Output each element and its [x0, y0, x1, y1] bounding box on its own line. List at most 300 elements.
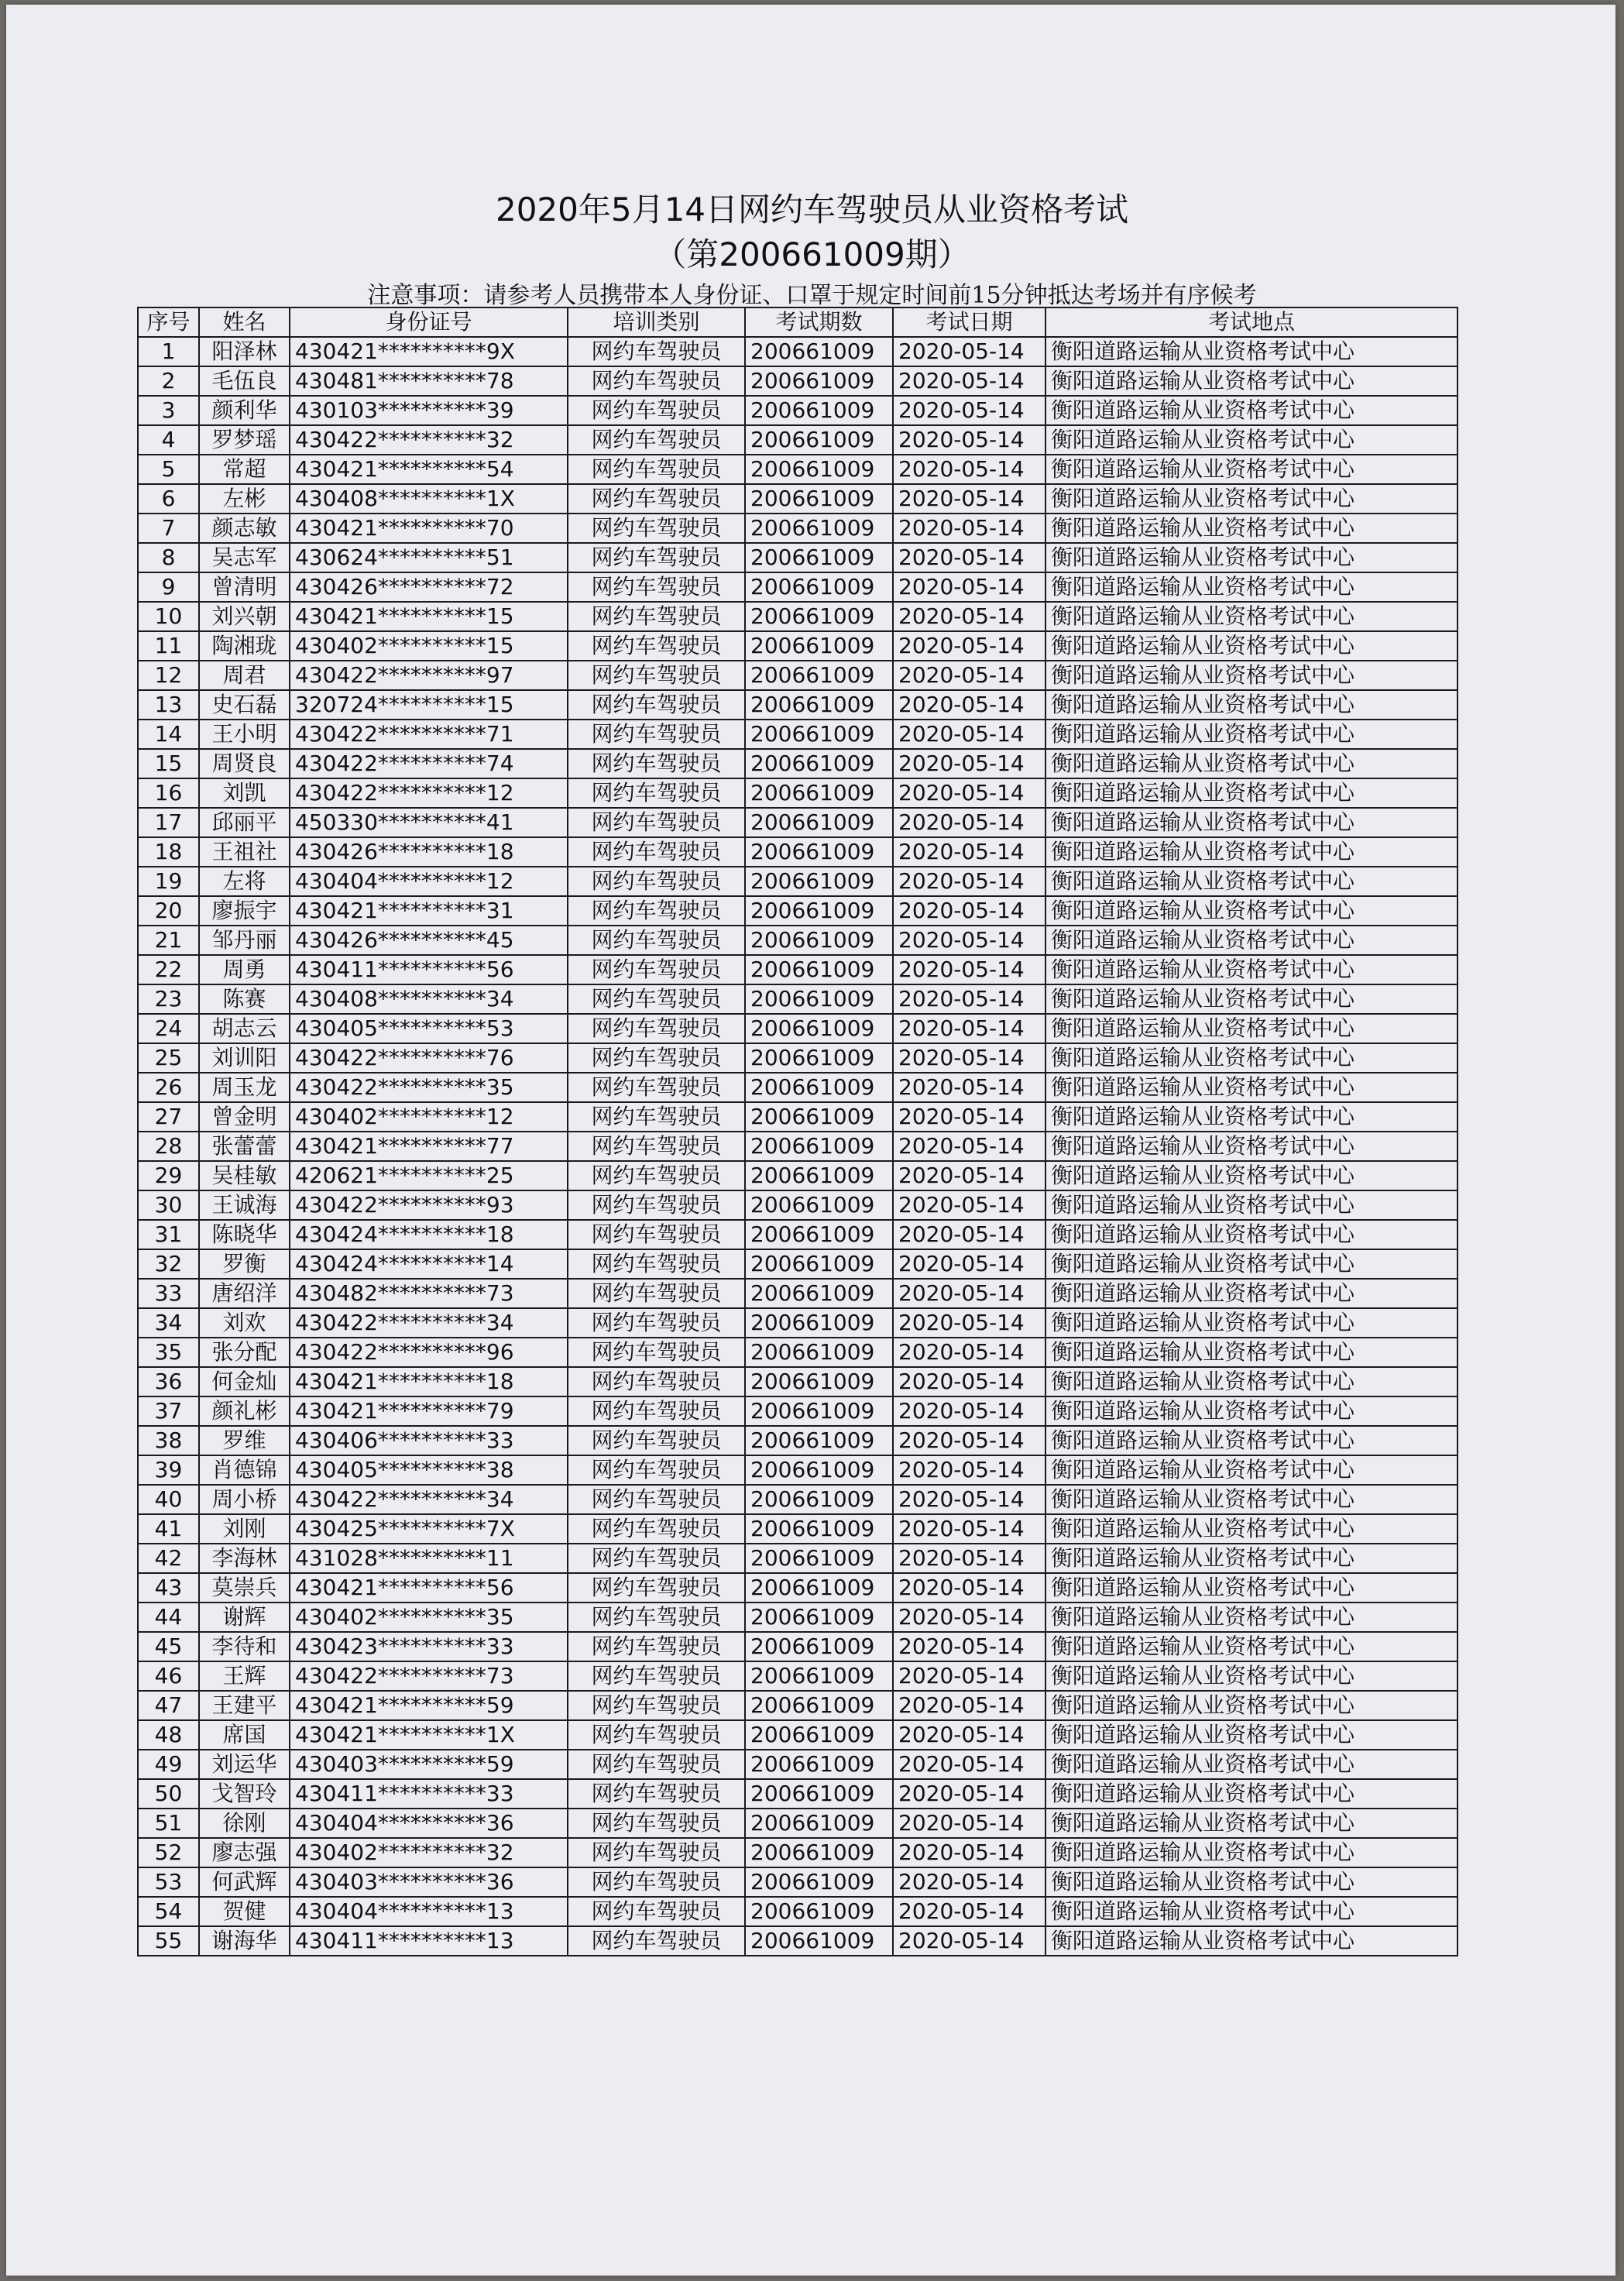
table-row [138, 1750, 1457, 1779]
cell-site: 衡阳道路运输从业资格考试中心 [1045, 1073, 1457, 1102]
cell-batch: 200661009 [745, 1308, 893, 1338]
cell-training-type: 网约车驾驶员 [568, 1573, 745, 1603]
cell-site: 衡阳道路运输从业资格考试中心 [1045, 1691, 1457, 1720]
cell-batch: 200661009 [745, 1014, 893, 1043]
cell-name: 王小明 [199, 720, 290, 749]
cell-name: 曾金明 [199, 1102, 290, 1132]
cell-training-type: 网约车驾驶员 [568, 396, 745, 425]
cell-seq: 38 [138, 1426, 199, 1455]
cell-seq: 25 [138, 1043, 199, 1073]
cell-id-number: 430402**********32 [290, 1838, 568, 1867]
cell-seq: 41 [138, 1514, 199, 1544]
table-row [138, 955, 1457, 984]
cell-training-type: 网约车驾驶员 [568, 1073, 745, 1102]
cell-name: 刘凯 [199, 778, 290, 808]
cell-site: 衡阳道路运输从业资格考试中心 [1045, 1190, 1457, 1220]
cell-date: 2020-05-14 [893, 690, 1045, 720]
cell-id-number: 430424**********18 [290, 1220, 568, 1249]
cell-batch: 200661009 [745, 1132, 893, 1161]
cell-name: 谢海华 [199, 1926, 290, 1956]
cell-site: 衡阳道路运输从业资格考试中心 [1045, 749, 1457, 778]
table-row [138, 1279, 1457, 1308]
cell-training-type: 网约车驾驶员 [568, 1544, 745, 1573]
cell-batch: 200661009 [745, 1926, 893, 1956]
cell-id-number: 430422**********97 [290, 661, 568, 690]
cell-id-number: 430422**********32 [290, 425, 568, 455]
cell-name: 刘欢 [199, 1308, 290, 1338]
cell-date: 2020-05-14 [893, 1367, 1045, 1396]
table-row [138, 808, 1457, 837]
cell-batch: 200661009 [745, 631, 893, 661]
cell-id-number: 430403**********59 [290, 1750, 568, 1779]
cell-id-number: 430405**********38 [290, 1455, 568, 1485]
cell-batch: 200661009 [745, 1838, 893, 1867]
cell-date: 2020-05-14 [893, 896, 1045, 926]
cell-id-number: 430402**********12 [290, 1102, 568, 1132]
cell-training-type: 网约车驾驶员 [568, 1338, 745, 1367]
cell-site: 衡阳道路运输从业资格考试中心 [1045, 778, 1457, 808]
header-batch: 考试期数 [745, 307, 893, 337]
cell-training-type: 网约车驾驶员 [568, 337, 745, 366]
cell-batch: 200661009 [745, 1161, 893, 1190]
cell-name: 刘刚 [199, 1514, 290, 1544]
cell-training-type: 网约车驾驶员 [568, 984, 745, 1014]
cell-batch: 200661009 [745, 1338, 893, 1367]
cell-date: 2020-05-14 [893, 1043, 1045, 1073]
cell-training-type: 网约车驾驶员 [568, 867, 745, 896]
cell-date: 2020-05-14 [893, 1102, 1045, 1132]
cell-id-number: 430422**********74 [290, 749, 568, 778]
cell-site: 衡阳道路运输从业资格考试中心 [1045, 572, 1457, 602]
cell-seq: 45 [138, 1632, 199, 1661]
cell-batch: 200661009 [745, 720, 893, 749]
header-training-type: 培训类别 [568, 307, 745, 337]
cell-training-type: 网约车驾驶员 [568, 1308, 745, 1338]
cell-batch: 200661009 [745, 1603, 893, 1632]
table-row [138, 425, 1457, 455]
cell-batch: 200661009 [745, 484, 893, 514]
cell-name: 刘训阳 [199, 1043, 290, 1073]
cell-name: 徐刚 [199, 1809, 290, 1838]
cell-name: 颜礼彬 [199, 1396, 290, 1426]
cell-seq: 42 [138, 1544, 199, 1573]
cell-id-number: 430423**********33 [290, 1632, 568, 1661]
cell-date: 2020-05-14 [893, 543, 1045, 572]
cell-batch: 200661009 [745, 896, 893, 926]
table-row [138, 455, 1457, 484]
cell-id-number: 430406**********33 [290, 1426, 568, 1455]
cell-id-number: 430408**********34 [290, 984, 568, 1014]
cell-batch: 200661009 [745, 1485, 893, 1514]
table-row [138, 1514, 1457, 1544]
cell-seq: 36 [138, 1367, 199, 1396]
cell-id-number: 430422**********34 [290, 1485, 568, 1514]
cell-name: 邱丽平 [199, 808, 290, 837]
cell-training-type: 网约车驾驶员 [568, 484, 745, 514]
cell-training-type: 网约车驾驶员 [568, 1867, 745, 1897]
cell-training-type: 网约车驾驶员 [568, 1014, 745, 1043]
cell-date: 2020-05-14 [893, 1426, 1045, 1455]
cell-training-type: 网约车驾驶员 [568, 955, 745, 984]
cell-date: 2020-05-14 [893, 425, 1045, 455]
cell-batch: 200661009 [745, 808, 893, 837]
table-header-row [138, 307, 1457, 337]
table-row [138, 1043, 1457, 1073]
header-name: 姓名 [199, 307, 290, 337]
cell-batch: 200661009 [745, 1632, 893, 1661]
cell-date: 2020-05-14 [893, 1485, 1045, 1514]
cell-id-number: 431028**********11 [290, 1544, 568, 1573]
cell-name: 贺健 [199, 1897, 290, 1926]
cell-date: 2020-05-14 [893, 1161, 1045, 1190]
cell-id-number: 430425**********7X [290, 1514, 568, 1544]
cell-seq: 51 [138, 1809, 199, 1838]
cell-training-type: 网约车驾驶员 [568, 1279, 745, 1308]
table-row [138, 690, 1457, 720]
cell-id-number: 430422**********96 [290, 1338, 568, 1367]
table-row [138, 867, 1457, 896]
cell-seq: 23 [138, 984, 199, 1014]
cell-site: 衡阳道路运输从业资格考试中心 [1045, 984, 1457, 1014]
cell-id-number: 430422**********73 [290, 1661, 568, 1691]
cell-training-type: 网约车驾驶员 [568, 1661, 745, 1691]
cell-date: 2020-05-14 [893, 1190, 1045, 1220]
cell-batch: 200661009 [745, 1367, 893, 1396]
cell-batch: 200661009 [745, 1102, 893, 1132]
header-site: 考试地点 [1045, 307, 1457, 337]
cell-batch: 200661009 [745, 1867, 893, 1897]
table-row [138, 1426, 1457, 1455]
cell-seq: 19 [138, 867, 199, 896]
cell-site: 衡阳道路运输从业资格考试中心 [1045, 896, 1457, 926]
cell-batch: 200661009 [745, 661, 893, 690]
cell-date: 2020-05-14 [893, 1220, 1045, 1249]
cell-seq: 28 [138, 1132, 199, 1161]
cell-date: 2020-05-14 [893, 808, 1045, 837]
document-subtitle: （第200661009期） [654, 235, 970, 273]
cell-id-number: 430424**********14 [290, 1249, 568, 1279]
cell-date: 2020-05-14 [893, 1544, 1045, 1573]
cell-site: 衡阳道路运输从业资格考试中心 [1045, 661, 1457, 690]
cell-seq: 13 [138, 690, 199, 720]
cell-name: 何金灿 [199, 1367, 290, 1396]
cell-date: 2020-05-14 [893, 1603, 1045, 1632]
cell-training-type: 网约车驾驶员 [568, 1396, 745, 1426]
table-row [138, 1338, 1457, 1367]
header-date: 考试日期 [893, 307, 1045, 337]
cell-seq: 18 [138, 837, 199, 867]
table-row [138, 572, 1457, 602]
cell-date: 2020-05-14 [893, 1720, 1045, 1750]
cell-name: 谢辉 [199, 1603, 290, 1632]
cell-site: 衡阳道路运输从业资格考试中心 [1045, 514, 1457, 543]
cell-date: 2020-05-14 [893, 366, 1045, 396]
cell-date: 2020-05-14 [893, 602, 1045, 631]
notice-text: 注意事项：请参考人员携带本人身份证、口罩于规定时间前15分钟抵达考场并有序候考 [367, 282, 1257, 309]
cell-seq: 31 [138, 1220, 199, 1249]
cell-name: 周君 [199, 661, 290, 690]
cell-name: 常超 [199, 455, 290, 484]
table-row [138, 1661, 1457, 1691]
cell-batch: 200661009 [745, 955, 893, 984]
cell-seq: 39 [138, 1455, 199, 1485]
cell-date: 2020-05-14 [893, 1926, 1045, 1956]
cell-date: 2020-05-14 [893, 1455, 1045, 1485]
table-row [138, 396, 1457, 425]
cell-batch: 200661009 [745, 1455, 893, 1485]
cell-seq: 16 [138, 778, 199, 808]
cell-date: 2020-05-14 [893, 1838, 1045, 1867]
cell-training-type: 网约车驾驶员 [568, 1838, 745, 1867]
cell-id-number: 430422**********34 [290, 1308, 568, 1338]
cell-id-number: 430421**********18 [290, 1367, 568, 1396]
cell-seq: 15 [138, 749, 199, 778]
cell-id-number: 430421**********9X [290, 337, 568, 366]
cell-site: 衡阳道路运输从业资格考试中心 [1045, 1544, 1457, 1573]
cell-batch: 200661009 [745, 984, 893, 1014]
cell-date: 2020-05-14 [893, 1691, 1045, 1720]
cell-id-number: 430402**********15 [290, 631, 568, 661]
table-row [138, 1132, 1457, 1161]
cell-site: 衡阳道路运输从业资格考试中心 [1045, 1279, 1457, 1308]
cell-date: 2020-05-14 [893, 631, 1045, 661]
cell-seq: 11 [138, 631, 199, 661]
cell-seq: 48 [138, 1720, 199, 1750]
cell-training-type: 网约车驾驶员 [568, 543, 745, 572]
cell-site: 衡阳道路运输从业资格考试中心 [1045, 396, 1457, 425]
cell-id-number: 430421**********56 [290, 1573, 568, 1603]
cell-batch: 200661009 [745, 778, 893, 808]
cell-date: 2020-05-14 [893, 1661, 1045, 1691]
cell-site: 衡阳道路运输从业资格考试中心 [1045, 602, 1457, 631]
cell-training-type: 网约车驾驶员 [568, 1926, 745, 1956]
cell-batch: 200661009 [745, 1190, 893, 1220]
cell-date: 2020-05-14 [893, 1867, 1045, 1897]
cell-training-type: 网约车驾驶员 [568, 455, 745, 484]
cell-name: 曾清明 [199, 572, 290, 602]
cell-date: 2020-05-14 [893, 1897, 1045, 1926]
cell-id-number: 430426**********72 [290, 572, 568, 602]
cell-training-type: 网约车驾驶员 [568, 837, 745, 867]
cell-training-type: 网约车驾驶员 [568, 720, 745, 749]
cell-training-type: 网约车驾驶员 [568, 602, 745, 631]
cell-training-type: 网约车驾驶员 [568, 1190, 745, 1220]
cell-id-number: 430624**********51 [290, 543, 568, 572]
cell-id-number: 430482**********73 [290, 1279, 568, 1308]
cell-id-number: 430422**********12 [290, 778, 568, 808]
cell-seq: 55 [138, 1926, 199, 1956]
cell-seq: 10 [138, 602, 199, 631]
cell-seq: 27 [138, 1102, 199, 1132]
cell-training-type: 网约车驾驶员 [568, 896, 745, 926]
table-row [138, 1220, 1457, 1249]
cell-date: 2020-05-14 [893, 1809, 1045, 1838]
cell-batch: 200661009 [745, 572, 893, 602]
cell-id-number: 430403**********36 [290, 1867, 568, 1897]
cell-seq: 6 [138, 484, 199, 514]
cell-name: 刘兴朝 [199, 602, 290, 631]
table-row [138, 661, 1457, 690]
cell-name: 周贤良 [199, 749, 290, 778]
cell-date: 2020-05-14 [893, 1338, 1045, 1367]
cell-seq: 52 [138, 1838, 199, 1867]
cell-name: 何武辉 [199, 1867, 290, 1897]
document-title: 2020年5月14日网约车驾驶员从业资格考试 [495, 191, 1129, 228]
cell-name: 罗维 [199, 1426, 290, 1455]
cell-name: 张分配 [199, 1338, 290, 1367]
cell-site: 衡阳道路运输从业资格考试中心 [1045, 1308, 1457, 1338]
cell-site: 衡阳道路运输从业资格考试中心 [1045, 955, 1457, 984]
cell-site: 衡阳道路运输从业资格考试中心 [1045, 1573, 1457, 1603]
cell-id-number: 430421**********59 [290, 1691, 568, 1720]
cell-site: 衡阳道路运输从业资格考试中心 [1045, 631, 1457, 661]
cell-name: 邹丹丽 [199, 926, 290, 955]
cell-name: 廖志强 [199, 1838, 290, 1867]
cell-date: 2020-05-14 [893, 1779, 1045, 1809]
cell-seq: 9 [138, 572, 199, 602]
cell-training-type: 网约车驾驶员 [568, 926, 745, 955]
cell-name: 周勇 [199, 955, 290, 984]
cell-training-type: 网约车驾驶员 [568, 1750, 745, 1779]
table-row [138, 837, 1457, 867]
cell-name: 罗梦瑶 [199, 425, 290, 455]
cell-seq: 50 [138, 1779, 199, 1809]
cell-id-number: 430404**********13 [290, 1897, 568, 1926]
cell-site: 衡阳道路运输从业资格考试中心 [1045, 808, 1457, 837]
cell-name: 唐绍洋 [199, 1279, 290, 1308]
header-id-number: 身份证号 [290, 307, 568, 337]
cell-date: 2020-05-14 [893, 455, 1045, 484]
cell-site: 衡阳道路运输从业资格考试中心 [1045, 1455, 1457, 1485]
cell-training-type: 网约车驾驶员 [568, 1043, 745, 1073]
cell-seq: 1 [138, 337, 199, 366]
cell-site: 衡阳道路运输从业资格考试中心 [1045, 337, 1457, 366]
cell-training-type: 网约车驾驶员 [568, 1603, 745, 1632]
cell-seq: 30 [138, 1190, 199, 1220]
cell-seq: 29 [138, 1161, 199, 1190]
cell-id-number: 430411**********33 [290, 1779, 568, 1809]
cell-date: 2020-05-14 [893, 1632, 1045, 1661]
cell-batch: 200661009 [745, 1720, 893, 1750]
cell-date: 2020-05-14 [893, 1573, 1045, 1603]
cell-id-number: 430103**********39 [290, 396, 568, 425]
cell-site: 衡阳道路运输从业资格考试中心 [1045, 1720, 1457, 1750]
cell-site: 衡阳道路运输从业资格考试中心 [1045, 1014, 1457, 1043]
cell-date: 2020-05-14 [893, 926, 1045, 955]
table-row [138, 1161, 1457, 1190]
cell-site: 衡阳道路运输从业资格考试中心 [1045, 484, 1457, 514]
cell-training-type: 网约车驾驶员 [568, 1455, 745, 1485]
cell-batch: 200661009 [745, 1396, 893, 1426]
cell-name: 左将 [199, 867, 290, 896]
table-row [138, 1867, 1457, 1897]
cell-id-number: 430421**********70 [290, 514, 568, 543]
cell-name: 张蕾蕾 [199, 1132, 290, 1161]
cell-site: 衡阳道路运输从业资格考试中心 [1045, 926, 1457, 955]
cell-name: 吴志军 [199, 543, 290, 572]
cell-batch: 200661009 [745, 749, 893, 778]
cell-batch: 200661009 [745, 1220, 893, 1249]
table-row [138, 1779, 1457, 1809]
table-row [138, 1249, 1457, 1279]
cell-date: 2020-05-14 [893, 984, 1045, 1014]
cell-site: 衡阳道路运输从业资格考试中心 [1045, 1603, 1457, 1632]
table-row [138, 1603, 1457, 1632]
cell-seq: 54 [138, 1897, 199, 1926]
cell-training-type: 网约车驾驶员 [568, 1720, 745, 1750]
cell-date: 2020-05-14 [893, 1514, 1045, 1544]
cell-name: 史石磊 [199, 690, 290, 720]
cell-seq: 3 [138, 396, 199, 425]
cell-site: 衡阳道路运输从业资格考试中心 [1045, 1809, 1457, 1838]
cell-training-type: 网约车驾驶员 [568, 631, 745, 661]
cell-seq: 24 [138, 1014, 199, 1043]
cell-site: 衡阳道路运输从业资格考试中心 [1045, 1132, 1457, 1161]
cell-training-type: 网约车驾驶员 [568, 1809, 745, 1838]
table-row [138, 1102, 1457, 1132]
cell-site: 衡阳道路运输从业资格考试中心 [1045, 1514, 1457, 1544]
cell-site: 衡阳道路运输从业资格考试中心 [1045, 1926, 1457, 1956]
cell-batch: 200661009 [745, 455, 893, 484]
cell-site: 衡阳道路运输从业资格考试中心 [1045, 1161, 1457, 1190]
cell-site: 衡阳道路运输从业资格考试中心 [1045, 1867, 1457, 1897]
cell-date: 2020-05-14 [893, 1014, 1045, 1043]
cell-name: 戈智玲 [199, 1779, 290, 1809]
cell-name: 李海林 [199, 1544, 290, 1573]
table-row [138, 602, 1457, 631]
cell-date: 2020-05-14 [893, 1132, 1045, 1161]
cell-name: 肖德锦 [199, 1455, 290, 1485]
table-row [138, 543, 1457, 572]
cell-name: 颜志敏 [199, 514, 290, 543]
cell-id-number: 430421**********54 [290, 455, 568, 484]
table-row [138, 926, 1457, 955]
cell-training-type: 网约车驾驶员 [568, 1161, 745, 1190]
cell-id-number: 430426**********18 [290, 837, 568, 867]
cell-batch: 200661009 [745, 602, 893, 631]
cell-site: 衡阳道路运输从业资格考试中心 [1045, 1249, 1457, 1279]
cell-training-type: 网约车驾驶员 [568, 1102, 745, 1132]
cell-training-type: 网约车驾驶员 [568, 425, 745, 455]
cell-site: 衡阳道路运输从业资格考试中心 [1045, 1367, 1457, 1396]
cell-seq: 34 [138, 1308, 199, 1338]
cell-training-type: 网约车驾驶员 [568, 1249, 745, 1279]
cell-seq: 14 [138, 720, 199, 749]
cell-training-type: 网约车驾驶员 [568, 749, 745, 778]
cell-seq: 32 [138, 1249, 199, 1279]
table-row [138, 631, 1457, 661]
cell-id-number: 430404**********12 [290, 867, 568, 896]
cell-name: 莫崇兵 [199, 1573, 290, 1603]
cell-name: 阳泽林 [199, 337, 290, 366]
cell-date: 2020-05-14 [893, 1279, 1045, 1308]
table-row [138, 1632, 1457, 1661]
cell-training-type: 网约车驾驶员 [568, 1514, 745, 1544]
cell-training-type: 网约车驾驶员 [568, 1691, 745, 1720]
table-row [138, 1073, 1457, 1102]
cell-name: 吴桂敏 [199, 1161, 290, 1190]
table-row [138, 1308, 1457, 1338]
exam-roster-table [137, 307, 1458, 1956]
cell-batch: 200661009 [745, 1073, 893, 1102]
table-row [138, 1809, 1457, 1838]
cell-id-number: 430422**********76 [290, 1043, 568, 1073]
cell-batch: 200661009 [745, 425, 893, 455]
cell-training-type: 网约车驾驶员 [568, 661, 745, 690]
cell-seq: 46 [138, 1661, 199, 1691]
table-row [138, 778, 1457, 808]
cell-name: 胡志云 [199, 1014, 290, 1043]
